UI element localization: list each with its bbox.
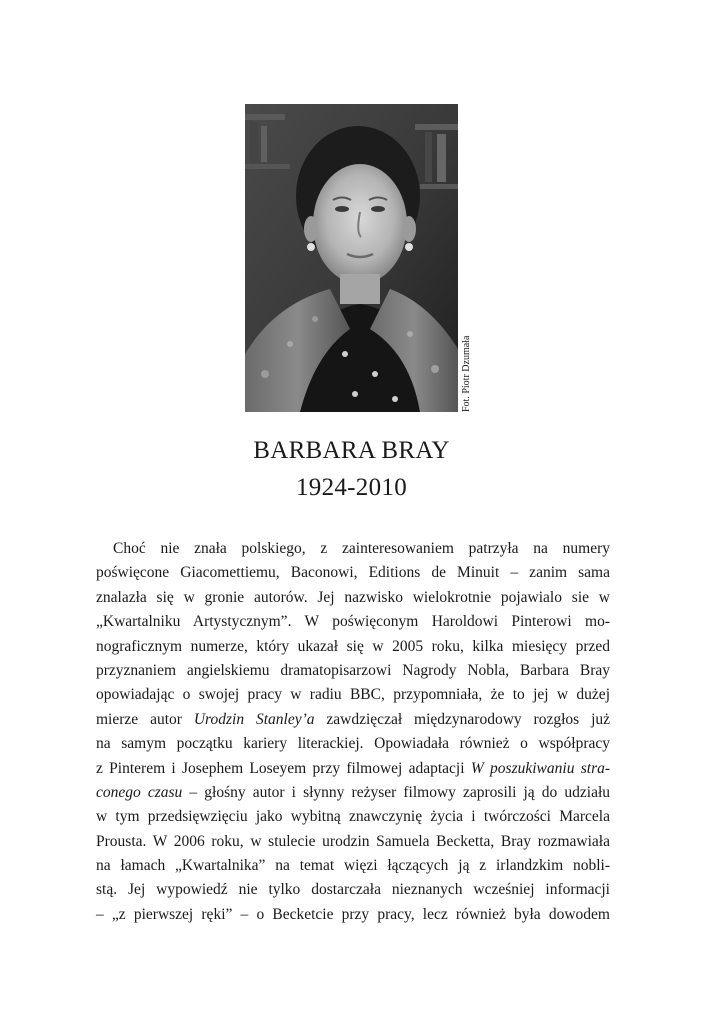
- body-line: znalazła się w gronie autorów. Jej nazwisko wielokrotnie pojawialo sie w: [96, 588, 610, 606]
- portrait-image: [245, 104, 458, 412]
- person-name: BARBARA BRAY: [253, 437, 450, 464]
- body-line: poświęcone Giacomettiemu, Baconowi, Editions de Minuit – zanim sama: [96, 564, 610, 582]
- body-line: stą. Jej wypowiedź nie tylko dostarczała nieznanych wcześniej informacji: [96, 881, 610, 899]
- body-line: conego czasu – głośny autor i słynny reżyser filmowy zaprosili ją do udziału: [96, 783, 611, 801]
- body-line: na samym początku kariery literackiej. Opowiadała również o współpracy: [96, 735, 610, 753]
- body-line: nograficznym numerze, który ukazał się w 2005 roku, kilka miesięcy przed: [96, 637, 610, 655]
- body-line: z Pinterem i Josephem Loseyem przy filmowej adaptacji W poszukiwaniu stra-: [96, 759, 611, 777]
- body-line: na łamach „Kwartalnika” na temat więzi łączących ją z irlandzkim nobli-: [96, 857, 610, 875]
- body-line: Choć nie znała polskiego, z zainteresowaniem patrzyła na numery: [113, 540, 610, 557]
- body-line: – „z pierwszej ręki” – o Becketcie przy pracy, lecz również była dowodem: [96, 905, 610, 923]
- body-text: [96, 537, 610, 927]
- portrait-photo: [245, 104, 458, 412]
- body-line: przyznaniem angielskiemu dramatopisarzowi Nagrody Nobla, Barbara Bray: [96, 661, 610, 679]
- body-line: mierze autor Urodzin Stanley’a zawdzięczał międzynarodowy rozgłos już: [96, 710, 611, 728]
- body-line: opowiadając o swojej pracy w radiu BBC, przypomniała, że to jej w dużej: [96, 686, 610, 704]
- body-line: Prousta. W 2006 roku, w stulecie urodzin Samuela Becketta, Bray rozmawiała: [96, 832, 610, 850]
- life-years: 1924-2010: [295, 474, 408, 501]
- body-line: „Kwartalniku Artystycznym”. W poświęconym Haroldowi Pinterowi mo-: [96, 613, 610, 631]
- photo-credit: Fot. Piotr Dzumała: [461, 335, 472, 412]
- body-line: w tym przedsięwzięciu jako wybitną znawczynię życia i twórczości Marcela: [96, 808, 610, 826]
